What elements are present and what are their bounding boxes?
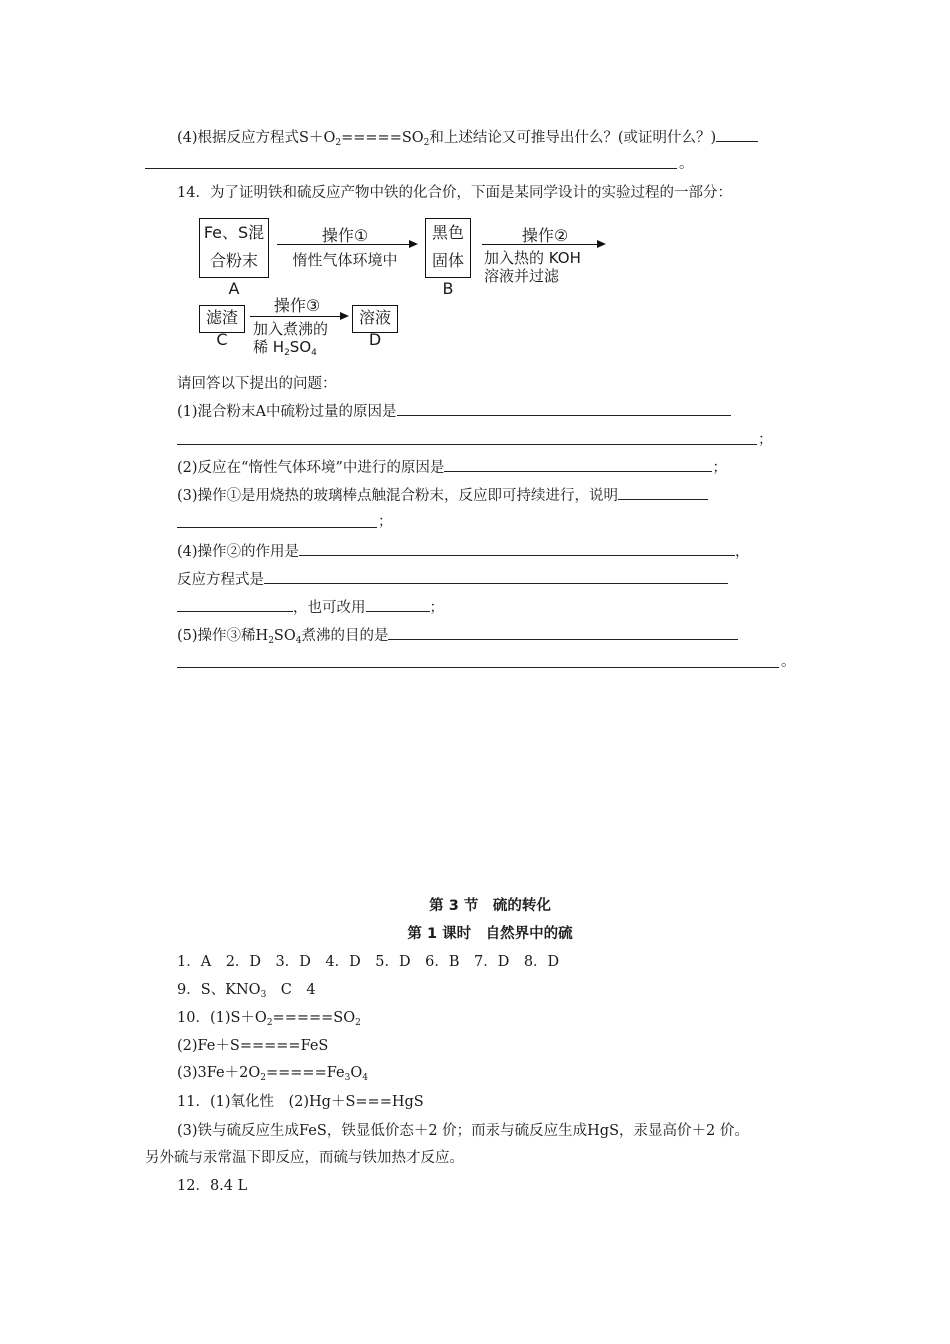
label-b: B <box>442 279 454 298</box>
q14-p1: (1)混合粉末A中硫粉过量的原因是 <box>177 400 731 422</box>
answer-9: 9．S、$KNO_3$ C 4 <box>177 982 316 1000</box>
q14-p4b: 反应方程式是 <box>177 568 728 590</box>
answer-line[interactable] <box>177 444 757 445</box>
label-a: A <box>228 279 240 298</box>
q13-item4: (4)根据反应方程式$S+O_2=====SO_2$和上述结论又可推导出什么？(或证明什么？) <box>177 126 758 148</box>
answer-blank[interactable] <box>618 484 708 500</box>
end-mark: 。 <box>781 654 796 670</box>
section-title: 第 3 节 硫的转化 <box>429 898 551 914</box>
op2-label: 操作② <box>521 226 569 245</box>
answer-blank[interactable] <box>388 624 738 640</box>
end-mark: 。 <box>679 156 694 172</box>
box-d: 溶液 <box>352 305 398 333</box>
q14-p3: (3)操作①是用烧热的玻璃棒点触混合粉末，反应即可持续进行，说明 <box>177 484 708 506</box>
answer-10-2: (2)Fe＋S=====FeS <box>177 1038 329 1054</box>
q14-stem: 14．为了证明铁和硫反应产物中铁的化合价，下面是某同学设计的实验过程的一部分： <box>177 185 732 201</box>
answer-blank[interactable] <box>397 400 731 416</box>
box-b: 黑色 固体 <box>425 218 471 278</box>
op2-condition: 加入热的 KOH 溶液并过滤 <box>484 249 581 285</box>
answer-11-3: (3)铁与硫反应生成FeS，铁显低价态＋2 价；而汞与硫反应生成HgS，汞显高价＋2 价。 <box>177 1123 749 1139</box>
q14-p4: (4)操作②的作用是 ， <box>177 540 750 562</box>
arrowhead-3 <box>340 312 349 320</box>
semicolon: ； <box>758 432 773 448</box>
op1-condition: 惰性气体环境中 <box>292 251 398 269</box>
answer-11-3b: 另外硫与汞常温下即反应，而硫与铁加热才反应。 <box>145 1150 464 1166</box>
lesson-title: 第 1 课时 自然界中的硫 <box>407 926 573 942</box>
answer-blank[interactable] <box>716 126 758 142</box>
answer-line[interactable] <box>145 168 677 169</box>
arrow-1 <box>277 244 413 245</box>
answer-line[interactable] <box>177 527 377 528</box>
answer-blank[interactable] <box>366 596 430 612</box>
answer-10-1: 10．$(1)S+O_2=====SO_2$ <box>177 1010 361 1028</box>
answer-blank[interactable] <box>444 456 712 472</box>
op3-condition: 加入煮沸的 稀 $H_2SO_4$ <box>253 320 329 358</box>
answer-11: 11．(1)氧化性 (2)Hg＋S===HgS <box>177 1094 424 1110</box>
op3-label: 操作③ <box>273 296 321 315</box>
arrowhead-1 <box>409 240 418 248</box>
answer-1-8: 1．A 2．D 3．D 4．D 5．D 6．B 7．D 8．D <box>177 954 560 970</box>
q14-p5: (5)操作③稀$H_2SO_4$煮沸的目的是 <box>177 624 738 646</box>
answer-10-3: $(3)3Fe+2O_2=====Fe_3O_4$ <box>177 1065 368 1083</box>
op1-label: 操作① <box>321 226 369 245</box>
q14-prompt: 请回答以下提出的问题： <box>177 376 337 392</box>
label-c: C <box>216 330 228 349</box>
arrow-2 <box>482 244 602 245</box>
answer-12: 12．8.4 L <box>177 1178 248 1194</box>
arrowhead-2 <box>597 240 606 248</box>
answer-blank[interactable] <box>177 596 293 612</box>
arrow-3 <box>250 316 342 317</box>
label-d: D <box>368 330 382 349</box>
box-c: 滤渣 <box>199 305 245 333</box>
q14-p4c: ，也可改用 ； <box>177 596 444 618</box>
answer-line[interactable] <box>177 667 779 668</box>
answer-blank[interactable] <box>264 568 728 584</box>
q14-p2: (2)反应在“惰性气体环境”中进行的原因是 ； <box>177 456 727 478</box>
answer-blank[interactable] <box>299 540 735 556</box>
box-a: Fe、S混 合粉末 <box>199 218 269 278</box>
semicolon: ； <box>378 514 393 530</box>
